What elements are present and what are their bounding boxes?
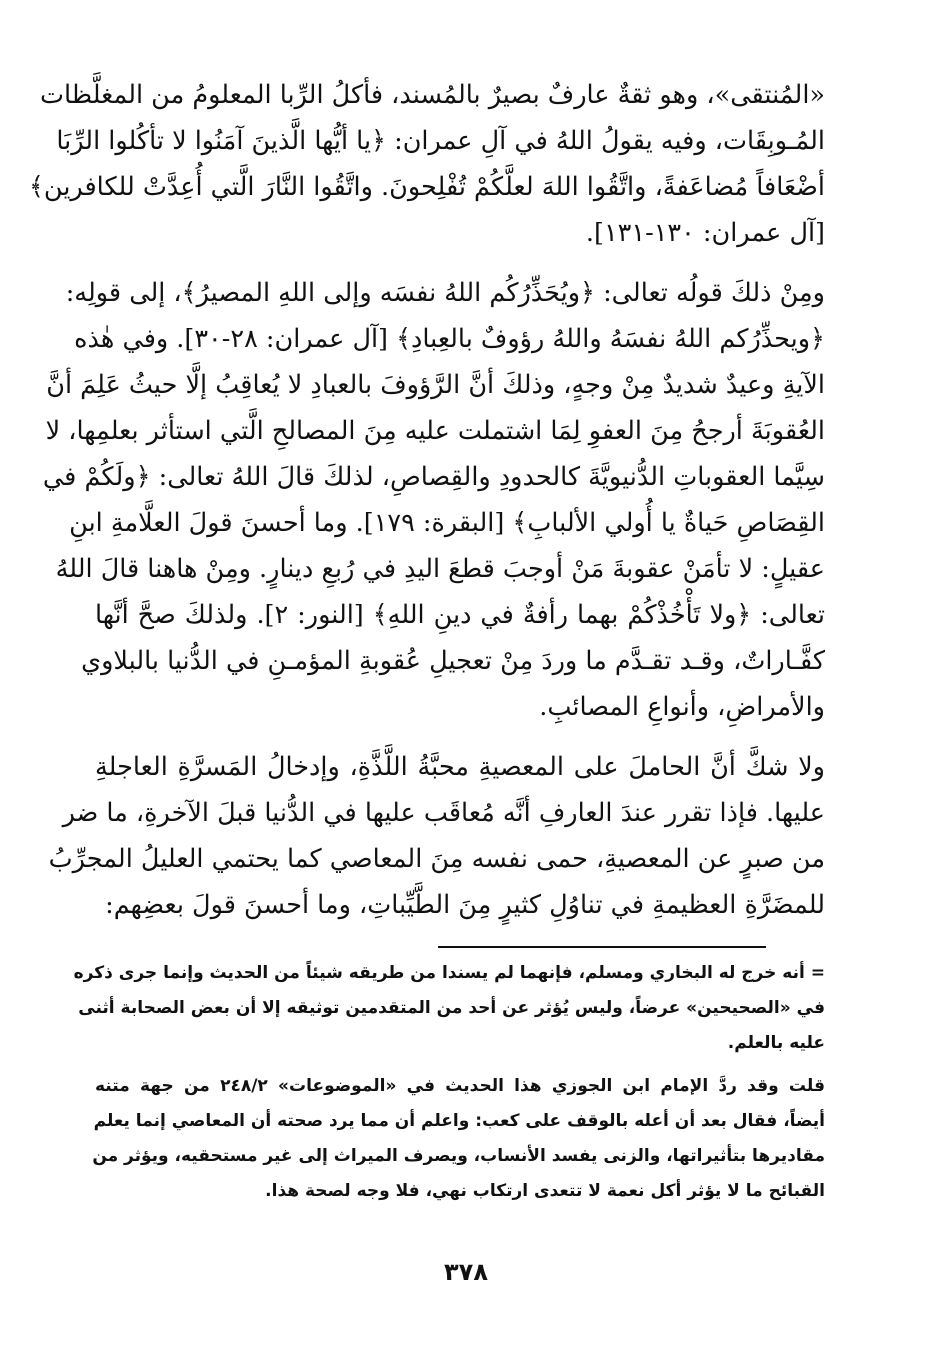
footnote-divider bbox=[438, 946, 766, 948]
footnote-1 bbox=[73, 956, 825, 1061]
footnote-line: مقاديرها بتأثيراتها، والزنى يفسد الأنساب، ويصرف الميراث إلى غير مستحقيه، ويؤثر من bbox=[92, 1146, 825, 1166]
footnote-line: القبائح ما لا يؤثر أكل نعمة لا تتعدى ارتكاب نهي، فلا وجه لصحة هذا. bbox=[265, 1181, 825, 1201]
footnote-line: في «الصحيحين» عرضاً، وليس يُؤثر عن أحد من المتقدمين توثيقه إلا أن بعض الصحابة أثنى bbox=[78, 998, 825, 1018]
footnotes bbox=[73, 956, 826, 1209]
text-line: ﴿ويحذِّرُكم اللهُ نفسَهُ واللهُ رؤوفٌ بالعِبادِ﴾ [آل عمران: ٢٨-٣٠]. وفي هٰذه bbox=[74, 324, 825, 354]
footnote-line: قلت وقد ردَّ الإمام ابن الجوزي هذا الحديث في «الموضوعات» ٢٤٨/٢ من جهة متنه bbox=[95, 1076, 826, 1096]
text-line: الآيةِ وعيدٌ شديدٌ مِنْ وجهٍ، وذلكَ أنَّ الرَّؤوفَ بالعبادِ لا يُعاقِبُ إلَّا حيثُ عَلِمَ أنَّ bbox=[46, 370, 825, 400]
text-line: عقيلٍ: لا تأمَنْ عقوبةَ مَنْ أوجبَ قطعَ اليدِ في رُبعِ دينارٍ. ومِنْ هاهنا قالَ اللهُ bbox=[55, 554, 825, 584]
text-line: سِيَّما العقوباتِ الدُّنيويَّةَ كالحدودِ والقِصاصِ، لذلكَ قالَ اللهُ تعالى: ﴿ولَكُمْ في bbox=[42, 462, 825, 492]
paragraph-1 bbox=[28, 72, 825, 256]
page-number: ٣٧٨ bbox=[444, 1258, 488, 1286]
main-text bbox=[28, 72, 826, 928]
text-line: من صبرٍ عن المعصيةِ، حمى نفسه مِنَ المعاصي كما يحتمي العليلُ المجرِّبُ bbox=[48, 844, 825, 874]
text-line: عليها. فإذا تقرر عندَ العارفِ أنَّه مُعاقَب عليها في الدُّنيا قبلَ الآخرةِ، ما ضر bbox=[62, 798, 825, 828]
text-line: تعالى: ﴿ولا تَأْخُذْكُمْ بهما رأفةٌ في دينِ اللهِ﴾ [النور: ٢]. ولذلكَ صحَّ أنَّها bbox=[95, 600, 826, 630]
text-line: [آل عمران: ١٣٠-١٣١]. bbox=[585, 218, 825, 248]
paragraph-3 bbox=[48, 744, 825, 928]
text-line: القِصَاصِ حَياةٌ يا أُولي الألبابِ﴾ [البقرة: ١٧٩]. وما أحسنَ قولَ العلَّامةِ ابنِ bbox=[69, 508, 825, 538]
text-line: ومِنْ ذلكَ قولُه تعالى: ﴿ويُحَذِّرُكُم اللهُ نفسَه وإلى اللهِ المصيرُ﴾، إلى قولِه: bbox=[65, 278, 825, 308]
text-line: كفَّـاراتٌ، وقـد تقـدَّم ما وردَ مِنْ تعجيلِ عُقوبةِ المؤمـنِ في الدُّنيا بالبلاوي bbox=[81, 646, 825, 676]
text-line: للمضَرَّةِ العظيمةِ في تناوُلِ كثيرٍ مِنَ الطَّيِّباتِ، وما أحسنَ قولَ بعضِهم: bbox=[105, 890, 825, 920]
text-line: أضْعَافاً مُضاعَفةً، واتَّقُوا اللهَ لعلَّكُمْ تُفْلِحونَ. واتَّقُوا النَّارَ الَّتي أُعِدَّتْ للكافرين﴾ bbox=[28, 172, 825, 202]
paragraph-2 bbox=[42, 270, 826, 730]
text-line: المُـوبِقَات، وفيه يقولُ اللهُ في آلِ عمران: ﴿يا أيُّها الَّذينَ آمَنُوا لا تأكُلوا الرِّبَا bbox=[56, 126, 825, 156]
text-line: «المُنتقى»، وهو ثقةٌ عارفٌ بصيرٌ بالمُسند، فأكلُ الرِّبا المعلومُ من المغلَّظات bbox=[40, 80, 825, 110]
footnote-line: = أنه خرج له البخاري ومسلم، فإنهما لم يسندا من طريقه شيئاً من الحديث وإنما جرى ذكره bbox=[73, 963, 825, 983]
text-line: العُقوبَةَ أرجحُ مِنَ العفوِ لِمَا اشتملت عليه مِنَ المصالحِ الَّتي استأثر بعلمِها، لا bbox=[45, 416, 825, 446]
text-line: والأمراضِ، وأنواعِ المصائبِ. bbox=[539, 692, 825, 722]
footnote-line: عليه بالعلم. bbox=[727, 1033, 825, 1053]
footnote-line: أيضاً، فقال بعد أن أعله بالوقف على كعب: واعلم أن مما يرد صحته أن المعاصي إنما يعلم bbox=[93, 1111, 825, 1131]
text-line: ولا شكَّ أنَّ الحاملَ على المعصيةِ محبَّةُ اللَّذَّةِ، وإدخالُ المَسرَّةِ العاجلةِ bbox=[95, 752, 825, 782]
footnote-2 bbox=[92, 1069, 826, 1209]
